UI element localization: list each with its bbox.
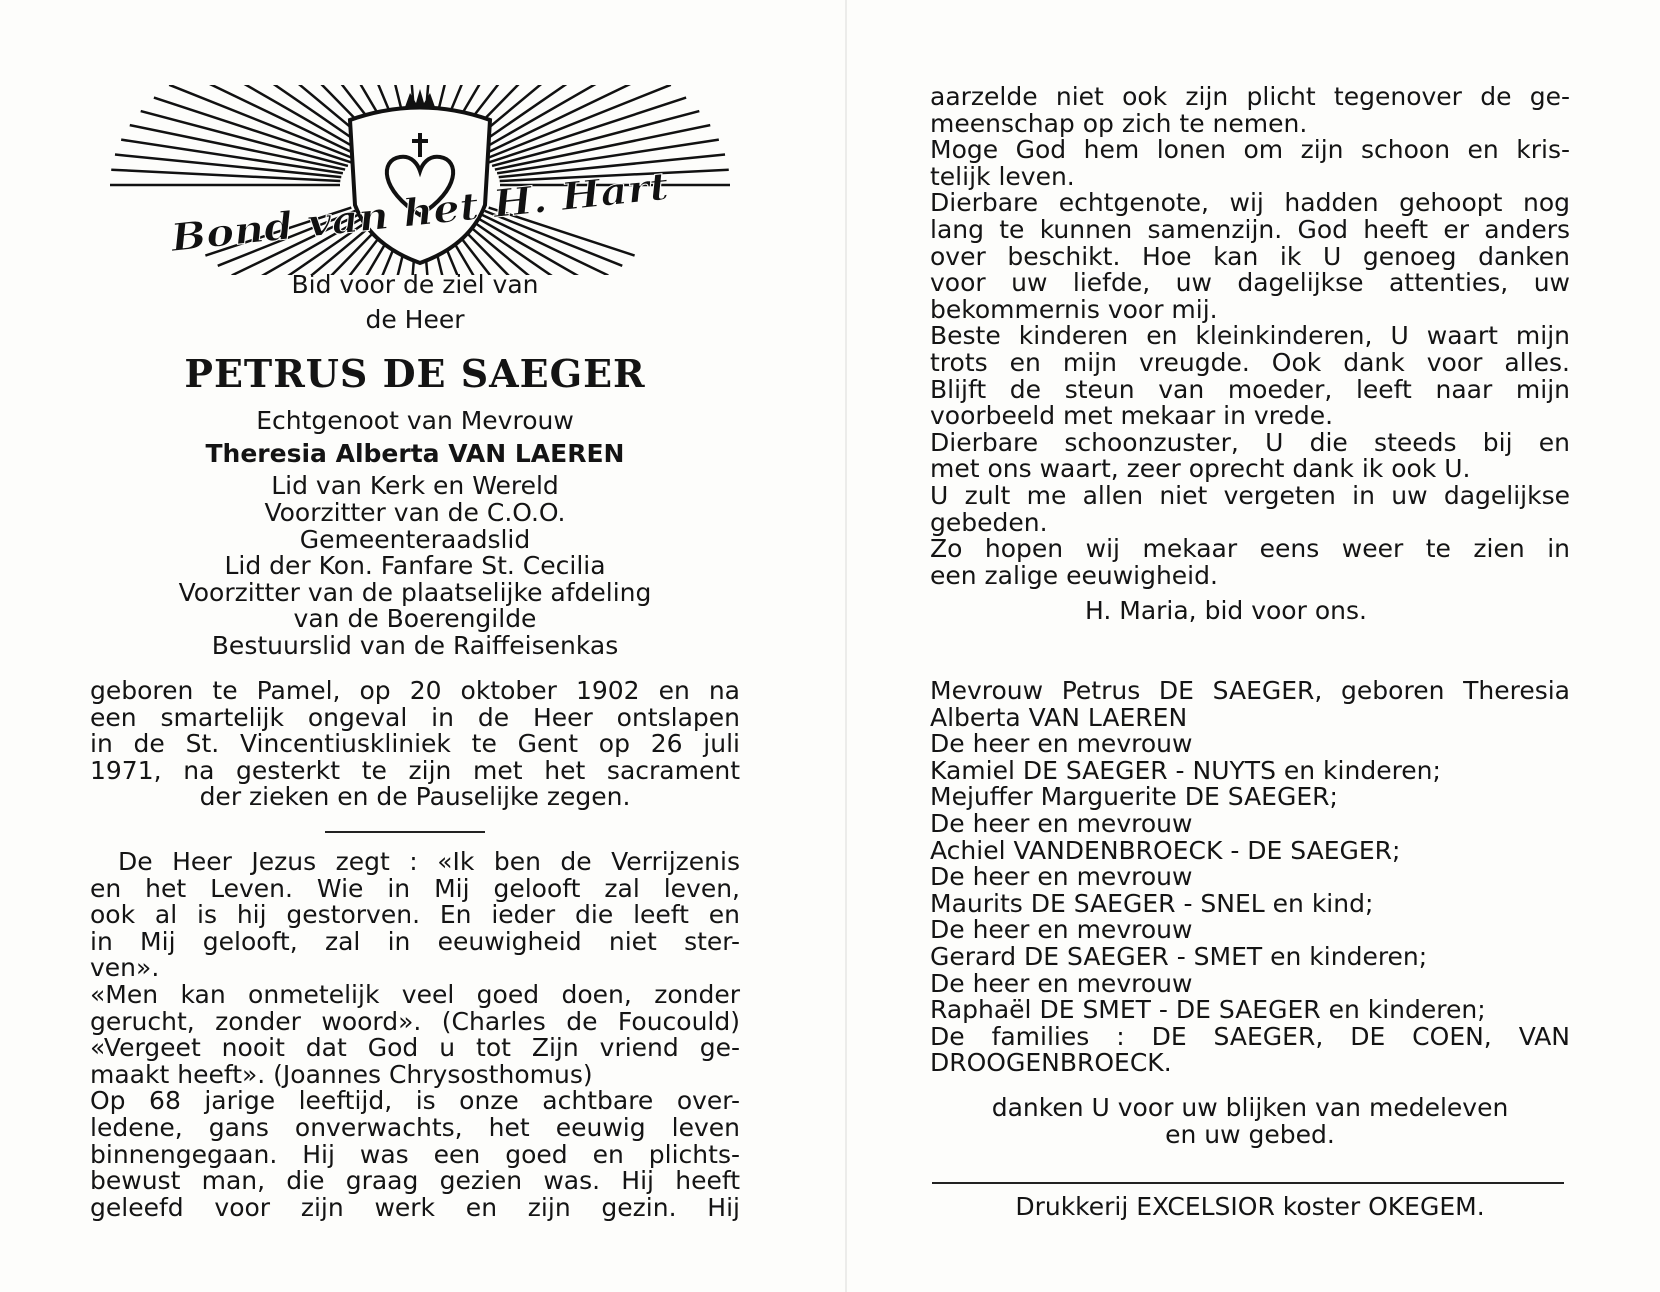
thanks-text — [930, 1095, 1570, 1148]
role-line: van de Boerengilde — [293, 604, 537, 634]
sacred-heart-emblem — [100, 85, 740, 275]
text-line: en het Leven. Wie in Mij gelooft zal leven, — [90, 873, 740, 903]
text-line: bewust man, die graag gezien was. Hij heeft — [90, 1166, 740, 1196]
text-line: een zalige eeuwigheid. — [930, 560, 1218, 590]
printer-credit: Drukkerij EXCELSIOR koster OKEGEM. — [1015, 1192, 1485, 1221]
family-line: De families : DE SAEGER, DE COEN, VAN — [930, 1021, 1570, 1051]
family-list — [930, 678, 1570, 1077]
family-line: Maurits DE SAEGER - SNEL en kind; — [930, 888, 1374, 918]
role-line: Gemeenteraadslid — [299, 524, 531, 554]
text-line: trots en mijn vreugde. Ook dank voor alles. — [930, 347, 1570, 377]
prayer-request: Bid voor de ziel van — [291, 270, 539, 299]
role-line: Bestuurslid van de Raiffeisenkas — [211, 630, 619, 660]
text-line: der zieken en de Pauselijke zegen. — [199, 782, 631, 812]
text-line: Dierbare schoonzuster, U die steeds bij en — [930, 427, 1570, 457]
text-line: voorbeeld met mekaar in vrede. — [930, 401, 1334, 431]
text-line: voor uw liefde, uw dagelijkse attenties, uw — [930, 268, 1570, 298]
text-line: ook al is hij gestorven. En ieder die leeft en — [90, 900, 740, 930]
left-panel — [90, 0, 740, 1292]
family-line: Achiel VANDENBROECK - DE SAEGER; — [930, 835, 1401, 865]
honorific: de Heer — [365, 304, 465, 334]
text-line: lang te kunnen samenzijn. God heeft er anders — [930, 214, 1570, 244]
role-line: Lid der Kon. Fanfare St. Cecilia — [224, 551, 606, 581]
text-line: Beste kinderen en kleinkinderen, U waart mijn — [930, 321, 1570, 351]
emblem-ray — [489, 98, 686, 163]
role-line: Lid van Kerk en Wereld — [271, 471, 559, 501]
text-line: «Men kan onmetelijk veel goed doen, zonder — [90, 979, 740, 1009]
spouse-name: Theresia Alberta VAN LAEREN — [205, 438, 625, 468]
family-line: Mejuffer Marguerite DE SAEGER; — [930, 782, 1338, 812]
divider — [325, 831, 485, 833]
emblem-ray — [130, 125, 345, 169]
text-line: Moge God hem lonen om zijn schoon en kris- — [930, 135, 1570, 165]
text-line: geleefd voor zijn werk en zijn gezin. Hij — [90, 1192, 740, 1222]
text-line: een smartelijk ongeval in de Heer ontslapen — [90, 702, 740, 732]
emblem-ray — [154, 98, 351, 163]
emblem-text: Bond van het H. Hart — [168, 167, 627, 261]
text-line: maakt heeft». (Joannes Chrysosthomus) — [90, 1059, 593, 1089]
family-line: Kamiel DE SAEGER - NUYTS en kinderen; — [930, 755, 1441, 785]
text-line: 1971, na gesterkt te zijn met het sacrament — [90, 755, 740, 785]
role-line: Voorzitter van de plaatselijke afdeling — [178, 577, 652, 607]
deceased-name: PETRUS DE SAEGER — [184, 351, 646, 397]
emblem-ray — [111, 170, 340, 181]
card-fold — [845, 0, 847, 1292]
text-line: gerucht, zonder woord». (Charles de Foucould) — [90, 1006, 740, 1036]
emblem-ray — [495, 125, 710, 169]
family-line: De heer en mevrouw — [930, 808, 1193, 838]
text-line: Op 68 jarige leeftijd, is onze achtbare over- — [90, 1086, 740, 1116]
text-line: bekommernis voor mij. — [930, 294, 1218, 324]
text-line: gebeden. — [930, 507, 1048, 537]
right-panel — [930, 0, 1570, 1292]
divider — [932, 1182, 1564, 1184]
text-line: geboren te Pamel, op 20 oktober 1902 en na — [90, 676, 740, 705]
quote-text — [90, 849, 740, 1221]
text-line: over beschikt. Hoe kan ik U genoeg danken — [930, 241, 1570, 271]
tribute-text — [930, 84, 1570, 589]
text-line: danken U voor uw blijken van medeleven — [991, 1093, 1509, 1122]
family-line: Mevrouw Petrus DE SAEGER, geboren Theresia — [930, 676, 1570, 705]
text-line: ledene, gans onverwachts, het eeuwig leven — [90, 1112, 740, 1142]
role-line: Voorzitter van de C.O.O. — [264, 497, 566, 527]
emblem-ray — [115, 155, 341, 178]
text-line: aarzelde niet ook zijn plicht tegenover de ge- — [930, 82, 1570, 111]
birth-death-text — [90, 678, 740, 811]
family-line: De heer en mevrouw — [930, 729, 1193, 759]
text-line: en uw gebed. — [1165, 1119, 1335, 1149]
text-line: De Heer Jezus zegt : «Ik ben de Verrijzenis — [118, 847, 740, 876]
text-line: binnengegaan. Hij was een goed en plichts- — [90, 1139, 740, 1169]
text-line: Zo hopen wij mekaar eens weer te zien in — [930, 534, 1570, 564]
crown-icon — [405, 89, 435, 107]
text-line: «Vergeet nooit dat God u tot Zijn vriend ge- — [90, 1033, 740, 1063]
text-line: ven». — [90, 953, 160, 983]
family-line: De heer en mevrouw — [930, 862, 1193, 892]
text-line: Blijft de steun van moeder, leeft naar mijn — [930, 374, 1570, 404]
family-line: Raphaël DE SMET - DE SAEGER en kinderen; — [930, 995, 1486, 1025]
text-line: met ons waart, zeer oprecht dank ik ook U. — [930, 454, 1471, 484]
text-line: Dierbare echtgenote, wij hadden gehoopt nog — [930, 188, 1570, 218]
family-line: De heer en mevrouw — [930, 968, 1193, 998]
family-line: Alberta VAN LAEREN — [930, 702, 1188, 732]
family-line: De heer en mevrouw — [930, 915, 1193, 945]
family-line: Gerard DE SAEGER - SMET en kinderen; — [930, 941, 1428, 971]
text-line: U zult me allen niet vergeten in uw dagelijkse — [930, 480, 1570, 510]
family-line: DROOGENBROECK. — [930, 1048, 1172, 1078]
closing-prayer: H. Maria, bid voor ons. — [1085, 596, 1367, 625]
text-line: in de St. Vincentiuskliniek te Gent op 26 juli — [90, 729, 740, 759]
spouse-intro: Echtgenoot van Mevrouw — [256, 406, 574, 436]
text-line: telijk leven. — [930, 161, 1075, 191]
text-line: in Mij gelooft, zal in eeuwigheid niet ster- — [90, 926, 740, 956]
roles-list — [90, 473, 740, 659]
text-line: meenschap op zich te nemen. — [930, 108, 1308, 138]
